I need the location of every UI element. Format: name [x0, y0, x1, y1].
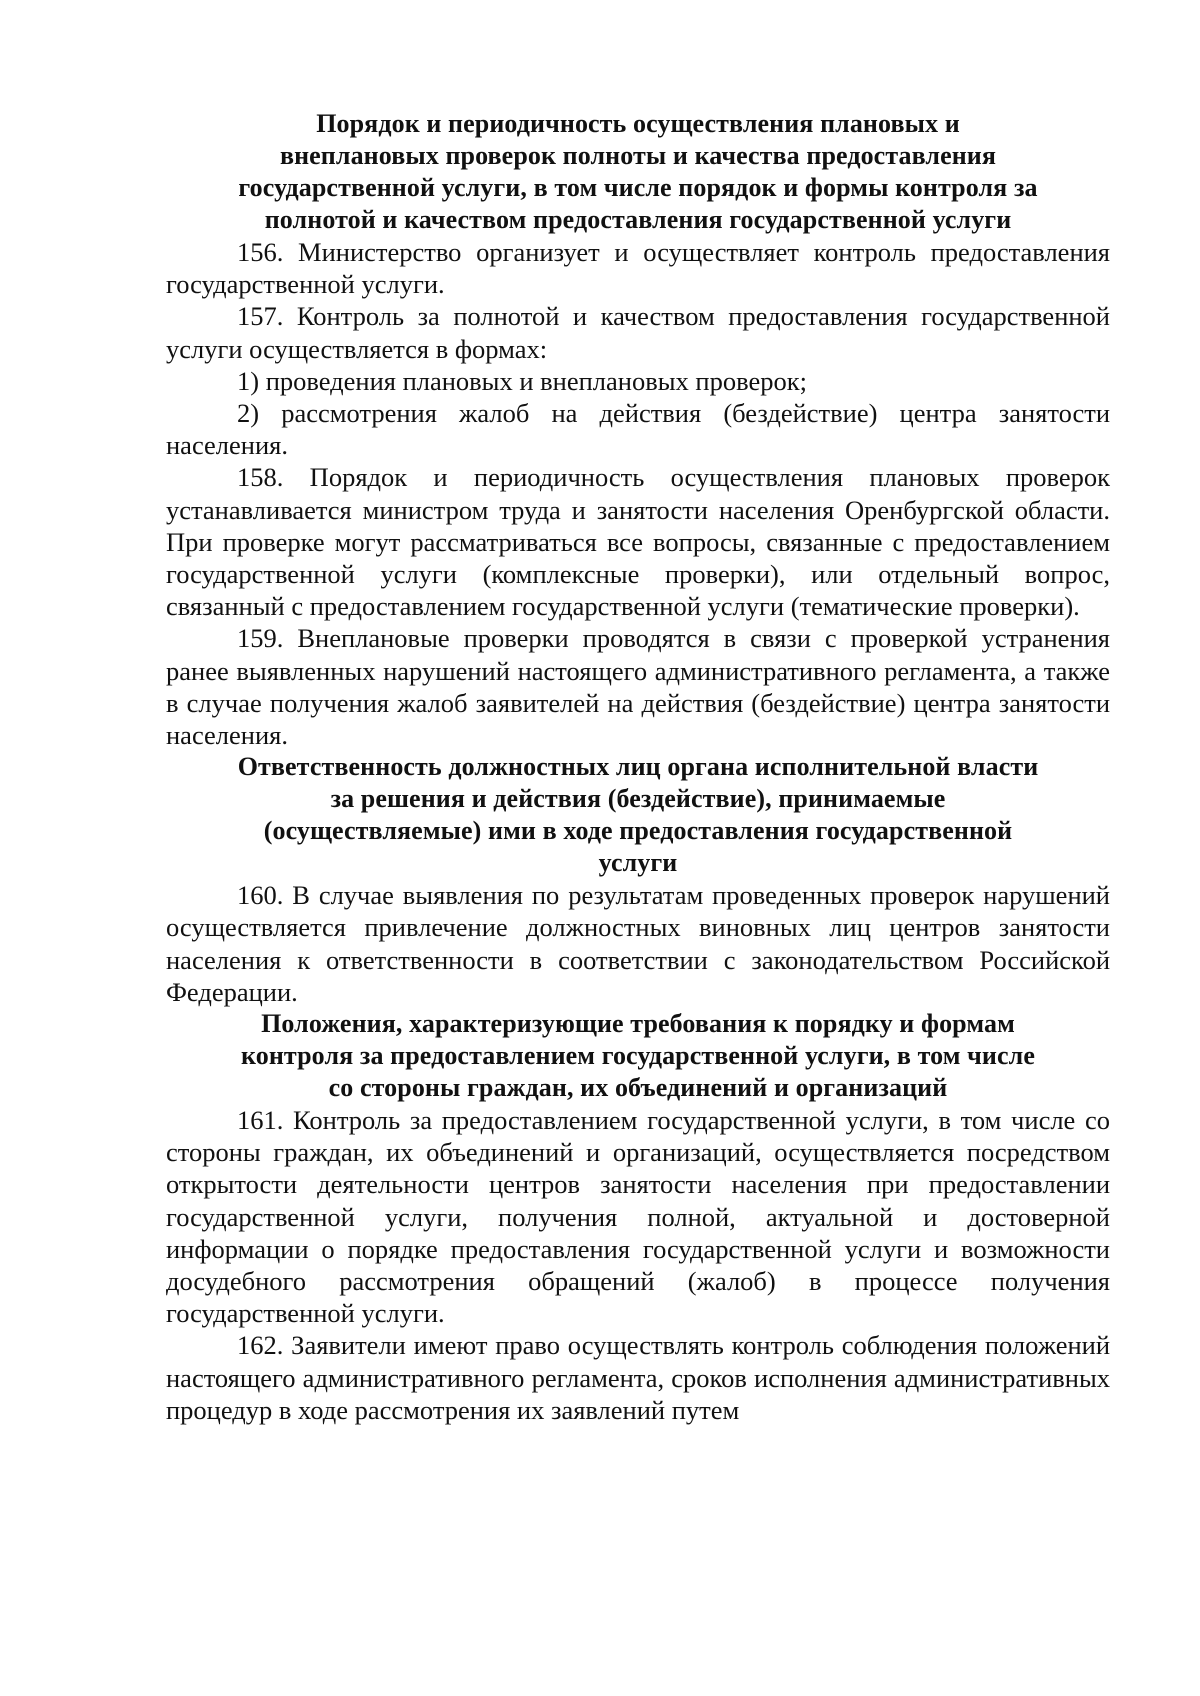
section-heading-inspections: [166, 108, 1110, 236]
heading-line: государственной услуги, в том числе порядок и формы контроля за: [238, 173, 1038, 202]
heading-line: со стороны граждан, их объединений и организаций: [328, 1073, 948, 1103]
list-item-2: 2) рассмотрения жалоб на действия (бездействие) центра занятости населения.: [166, 398, 1110, 461]
heading-line: контроля за предоставлением государственной услуги, в том числе: [241, 1041, 1035, 1071]
section-heading-responsibility: [166, 751, 1110, 879]
paragraph-160: 160. В случае выявления по результатам проведенных проверок нарушений осуществляется привлечение должностных виновных лиц центров занятости населения к ответственности в соответствии с законодательством Российской Федерации.: [166, 880, 1110, 1007]
paragraph-159: 159. Внеплановые проверки проводятся в связи с проверкой устранения ранее выявленных нарушений настоящего административного регламента, а также в случае получения жалоб заявителей на действия (бездействие) центра занятости населения.: [166, 623, 1110, 751]
heading-line: услуги: [598, 848, 678, 878]
paragraph-156: 156. Министерство организует и осуществляет контроль предоставления государственной услуги.: [166, 237, 1110, 300]
paragraph-158: 158. Порядок и периодичность осуществления плановых проверок устанавливается министром труда и занятости населения Оренбургской области. При проверке могут рассматриваться все вопросы, связанные с предоставлением государственной услуги (комплексные проверки), или отдельный вопрос, связанный с предоставлением государственной услуги (тематические проверки).: [166, 462, 1110, 622]
heading-line: полнотой и качеством предоставления государственной услуги: [264, 205, 1012, 234]
paragraph-157: 157. Контроль за полнотой и качеством предоставления государственной услуги осуществляется в формах:: [166, 301, 1110, 364]
document-body: [166, 108, 1110, 1426]
heading-line: (осуществляемые) ими в ходе предоставления государственной: [263, 816, 1013, 846]
paragraph-161: 161. Контроль за предоставлением государственной услуги, в том числе со стороны граждан, их объединений и организаций, осуществляется посредством открытости деятельности центров занятости населения при предоставлении государственной услуги, получения полной, актуальной и достоверной информации о порядке предоставления государственной услуги и возможности досудебного рассмотрения обращений (жалоб) в процессе получения государственной услуги.: [166, 1105, 1110, 1329]
heading-line: Ответственность должностных лиц органа исполнительной власти: [237, 752, 1039, 782]
section-heading-control-requirements: [166, 1008, 1110, 1104]
paragraph-162: 162. Заявители имеют право осуществлять контроль соблюдения положений настоящего административного регламента, сроков исполнения административных процедур в ходе рассмотрения их заявлений путем: [166, 1330, 1110, 1425]
heading-line: Положения, характеризующие требования к порядку и формам: [261, 1009, 1015, 1039]
heading-line: Порядок и периодичность осуществления плановых и: [316, 109, 960, 138]
heading-line: за решения и действия (бездействие), принимаемые: [330, 784, 946, 814]
heading-line: внеплановых проверок полноты и качества предоставления: [279, 141, 997, 170]
list-item-1: 1) проведения плановых и внеплановых проверок;: [237, 365, 807, 396]
